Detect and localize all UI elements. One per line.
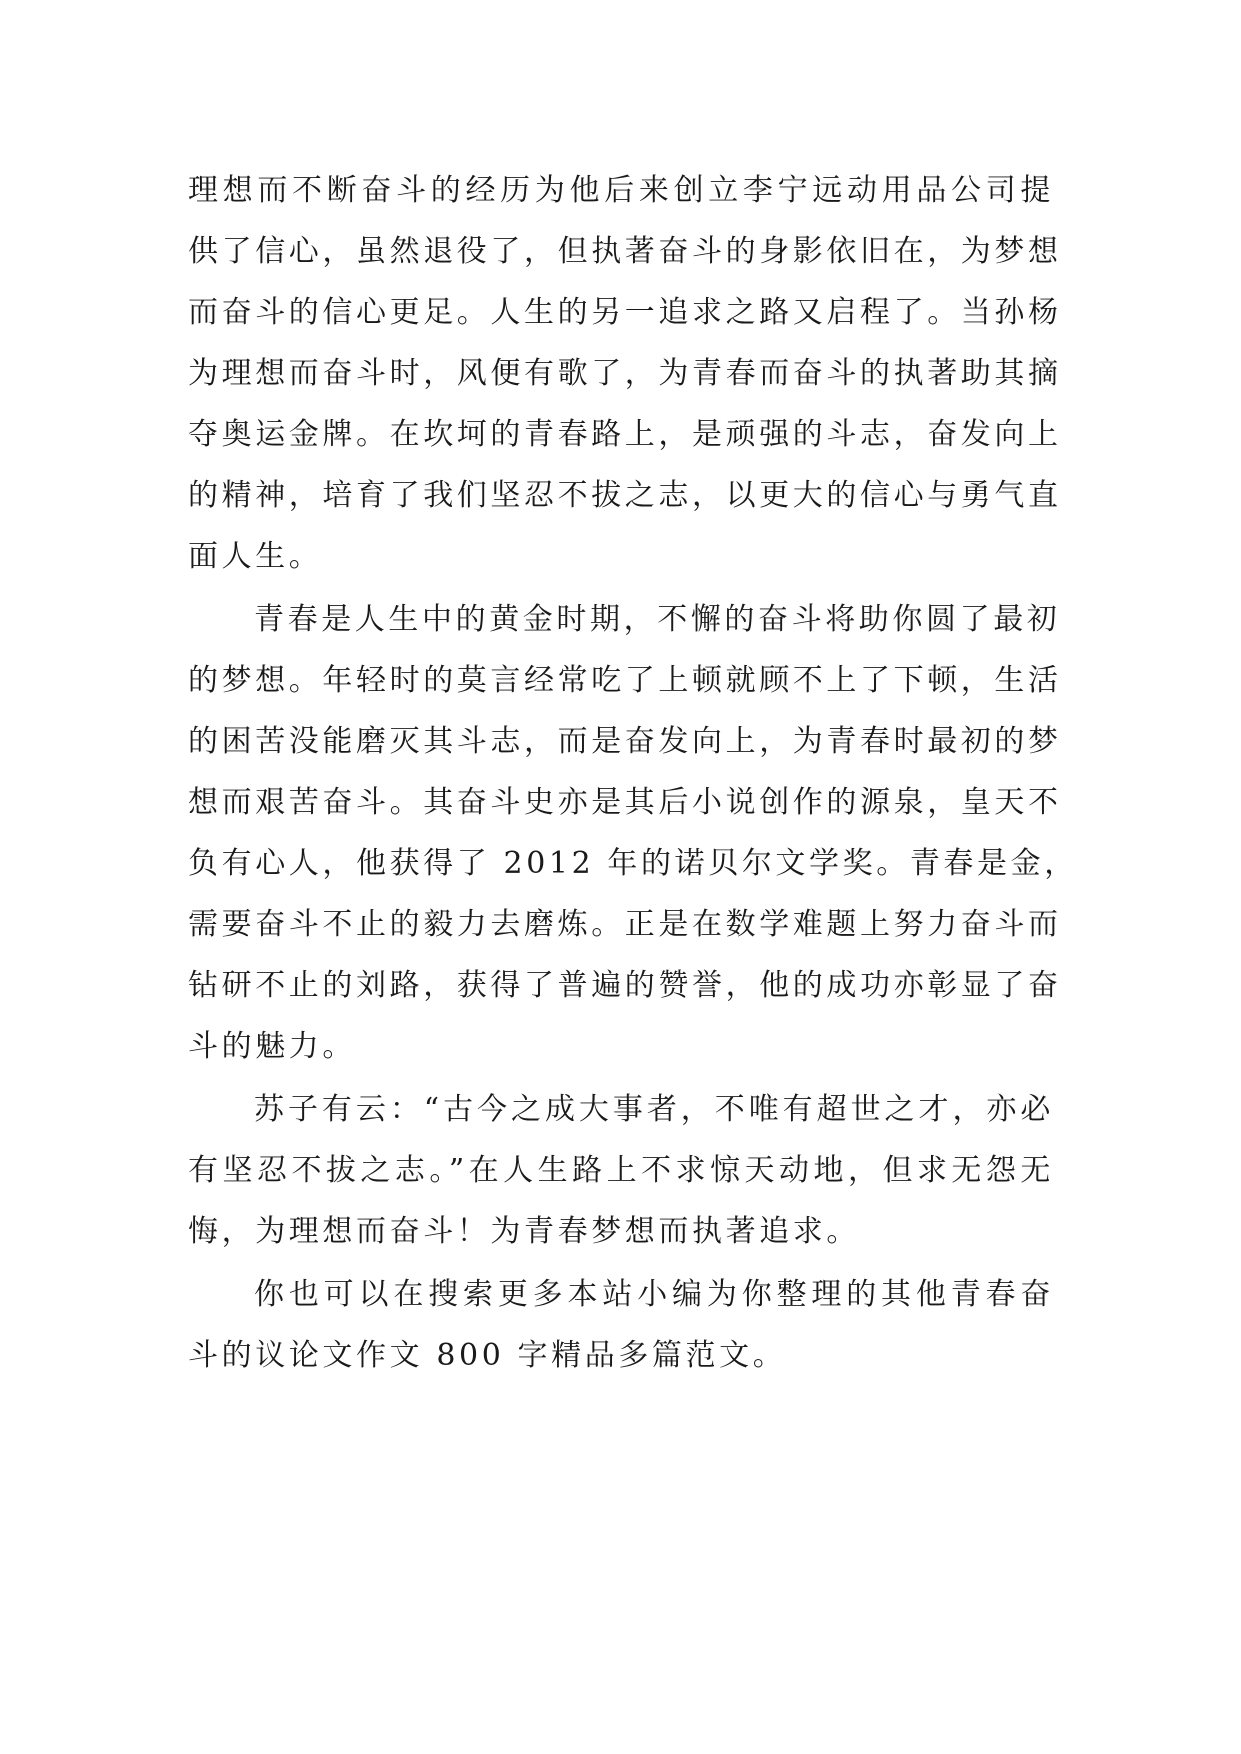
text-line: 钻研不止的刘路，获得了普遍的赞誉，他的成功亦彰显了奋 [188, 968, 1062, 1003]
text-line: 的困苦没能磨灭其斗志，而是奋发向上，为青春时最初的梦 [188, 724, 1062, 759]
document-body [188, 160, 1078, 1386]
text-line: 夺奥运金牌。在坎坷的青春路上，是顽强的斗志，奋发向上 [188, 417, 1062, 452]
paragraph-4 [188, 1264, 1054, 1386]
text-line: 你也可以在搜索更多本站小编为你整理的其他青春奋 [254, 1277, 1054, 1312]
text-line: 想而艰苦奋斗。其奋斗史亦是其后小说创作的源泉，皇天不 [188, 785, 1062, 820]
paragraph-2 [188, 589, 1078, 1077]
text-line: 需要奋斗不止的毅力去磨炼。正是在数学难题上努力奋斗而 [188, 907, 1062, 942]
text-line: 供了信心，虽然退役了，但执著奋斗的身影依旧在，为梦想 [188, 234, 1062, 269]
text-line: 斗的魅力。 [188, 1029, 356, 1064]
text-line: 的梦想。年轻时的莫言经常吃了上顿就顾不上了下顿，生活 [188, 663, 1062, 698]
text-line: 而奋斗的信心更足。人生的另一追求之路又启程了。当孙杨 [188, 295, 1062, 330]
text-line: 苏子有云：“古今之成大事者，不唯有超世之才，亦必 [254, 1092, 1054, 1127]
paragraph-3 [188, 1079, 1054, 1262]
text-line: 为理想而奋斗时，风便有歌了，为青春而奋斗的执著助其摘 [188, 356, 1062, 391]
text-line: 的精神，培育了我们坚忍不拔之志，以更大的信心与勇气直 [188, 478, 1062, 513]
text-line: 理想而不断奋斗的经历为他后来创立李宁远动用品公司提 [188, 173, 1054, 208]
paragraph-1 [188, 160, 1062, 587]
text-line: 悔，为理想而奋斗！为青春梦想而执著追求。 [188, 1214, 860, 1249]
text-line: 青春是人生中的黄金时期，不懈的奋斗将助你圆了最初 [254, 602, 1061, 637]
text-line: 斗的议论文作文 800 字精品多篇范文。 [188, 1338, 787, 1373]
text-line: 有坚忍不拔之志。”在人生路上不求惊天动地，但求无怨无 [188, 1153, 1054, 1188]
text-line: 面人生。 [188, 539, 323, 574]
text-line: 负有心人，他获得了 2012 年的诺贝尔文学奖。青春是金， [188, 846, 1078, 881]
